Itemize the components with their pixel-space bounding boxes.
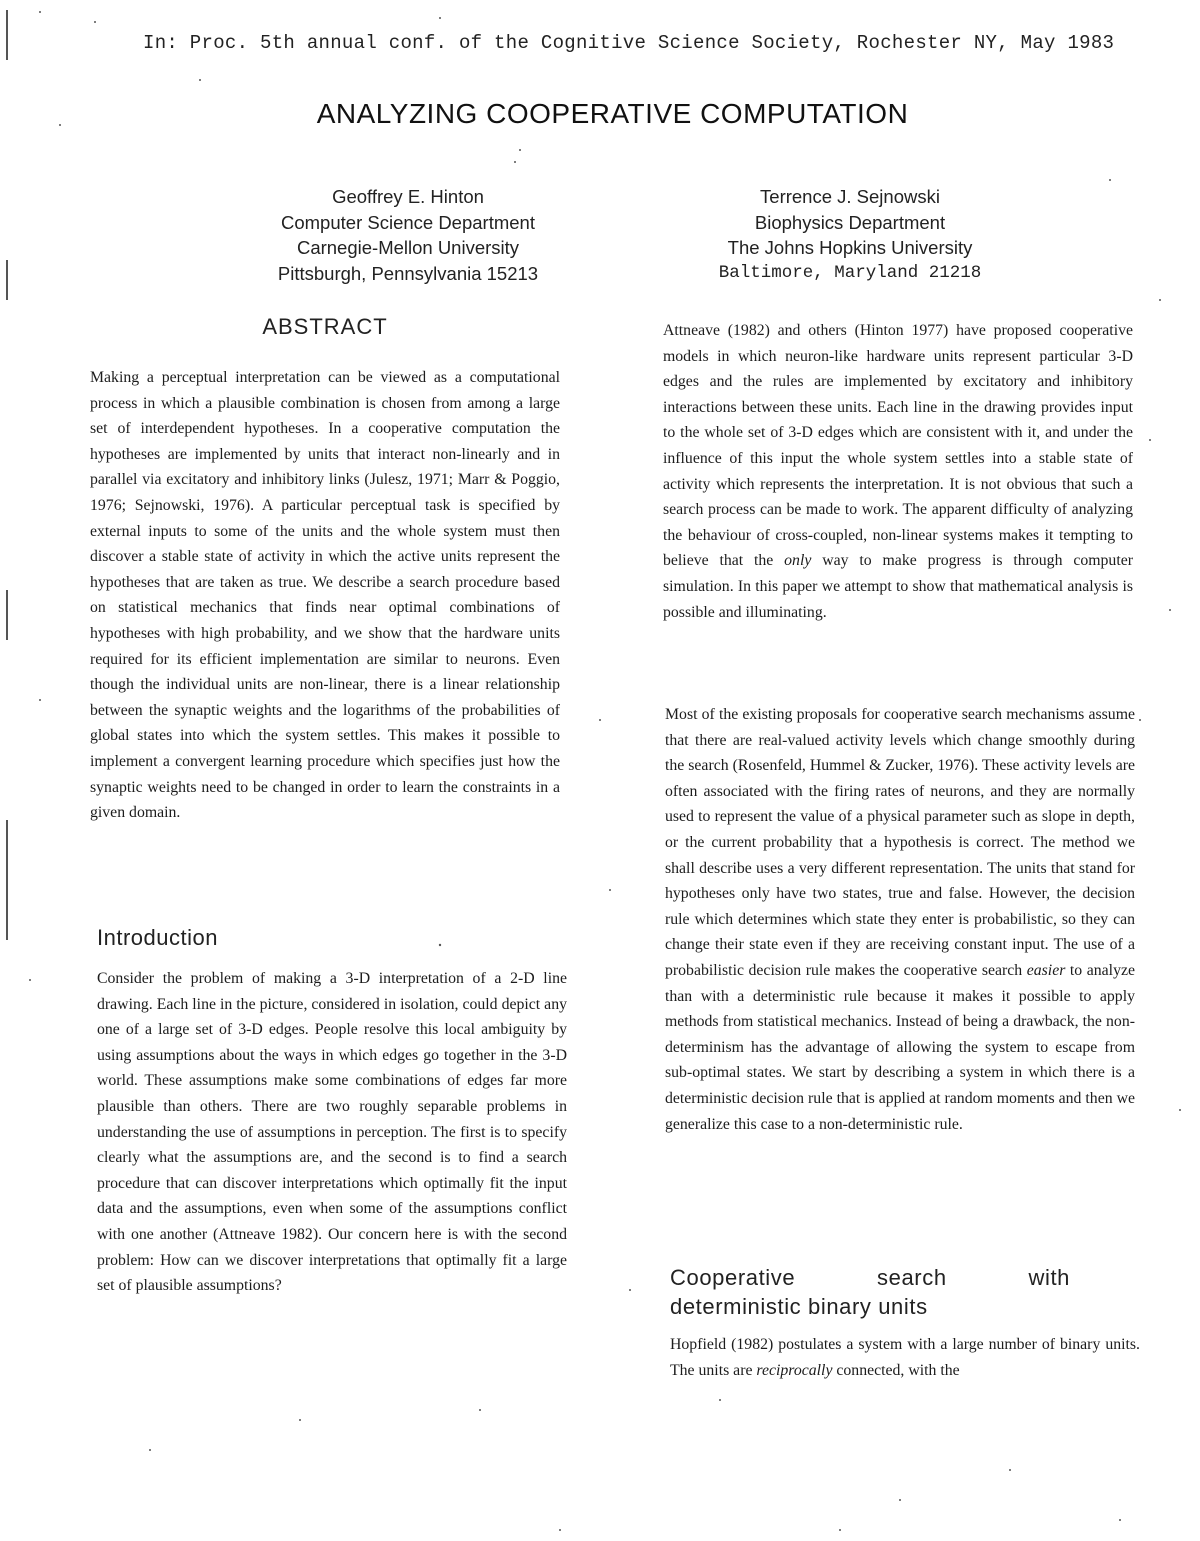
author-institution: The Johns Hopkins University (727, 237, 973, 258)
text-run: to analyze than with a deterministic rule because it makes it possible to apply methods from statistical mechanics. Instead of being a drawback, the non-determinism has the advantage of allowing the system to escape from sub-optimal states. We start by describing a system in which there is a deterministic decision rule that is applied at random moments and then we generalize this case to a non-deterministic rule. (665, 961, 1135, 1133)
text-run: Attneave (1982) and others (Hinton 1977) have proposed cooperative models in which neuron-like hardware units represent particular 3-D edges and the rules are implemented by excitatory and inhibitory interactions between these units. Each line in the drawing provides input to the whole set of 3-D edges which are consistent with it, and under the influence of this input the whole system settles into a stable state of activity which represents the interpretation. It is not obvious that such a search process can be made to work. The apparent difficulty of analyzing the behaviour of cross-coupled, non-linear systems makes it tempting to believe that the (663, 322, 1133, 570)
author-institution: Carnegie-Mellon University (296, 237, 520, 258)
author-block-hinton (188, 184, 628, 286)
heading-word: search (877, 1265, 947, 1290)
emphasis-text: only (784, 552, 812, 570)
paper-title: ANALYZING COOPERATIVE COMPUTATION (316, 98, 909, 129)
author-block-sejnowski (630, 184, 1070, 286)
introduction-heading: Introduction (97, 925, 218, 950)
abstract-heading: ABSTRACT (262, 314, 388, 339)
introduction-paragraph: Consider the problem of making a 3-D interpretation of a 2-D line drawing. Each line in the picture, considered in isolation, could depict any one of a large set of 3-D edges. People resolve this local ambiguity by using assumptions about the ways in which edges go together in the 3-D world. These assumptions make some combinations of edges far more plausible than others. There are two roughly separable problems in understanding the use of assumptions in perception. The first is to specify clearly what the assumptions are, and the second is to find a search procedure that can discover interpretations which optimally fit the input data and the assumptions, even when some of the assumptions conflict with one another (Attneave 1982). Our concern here is with the second problem: How can we discover interpretations that optimally fit a large set of plausible assumptions? (97, 970, 567, 1295)
author-department: Biophysics Department (754, 211, 946, 233)
author-address: Pittsburgh, Pennsylvania 15213 (277, 262, 539, 284)
abstract-paragraph: Making a perceptual interpretation can be viewed as a computational process in which a plausible combination is chosen from among a large set of interdependent hypotheses. In a cooperative computation the hypotheses are implemented by units that interact non-linearly and in parallel via excitatory and inhibitory links (Julesz, 1971; Marr & Poggio, 1976; Sejnowski, 1976). A particular perceptual task is specified by external inputs to some of the units and the whole system must then discover a stable state of activity in which the active units represent the hypotheses that are taken as true. We describe a search procedure based on statistical mechanics that finds near optimal combinations of hypotheses with high probability, and we show that the hardware units required for its efficient implementation are similar to neurons. Even though the individual units are non-linear, there is a linear relationship between the synaptic weights and the logarithms of the probabilities of global states into which the system settles. This makes it possible to implement a convergent learning procedure which specifies just how the synaptic weights need to be changed in order to learn the constraints in a given domain. (90, 369, 560, 822)
author-name: Geoffrey E. Hinton (332, 186, 484, 207)
author-department: Computer Science Department (281, 211, 535, 233)
cooperative-search-heading (670, 1263, 1070, 1321)
heading-word: with (1028, 1265, 1070, 1290)
heading-line-2: deterministic binary units (670, 1294, 928, 1319)
right-column-paragraph-2 (665, 702, 1135, 1137)
heading-word: Cooperative (670, 1265, 796, 1290)
author-address: Baltimore, Maryland 21218 (718, 262, 982, 283)
right-column-paragraph-1 (663, 318, 1133, 625)
author-name: Terrence J. Sejnowski (760, 186, 940, 207)
emphasis-text: reciprocally (756, 1361, 833, 1379)
text-run: Hopfield (1982) postulates a system with a large number of binary units. The units are (670, 1336, 1140, 1379)
text-run: Most of the existing proposals for cooperative search mechanisms assume that there are real-valued activity levels which change smoothly during the search (Rosenfeld, Hummel & Zucker, 1976). These activity levels are often associated with the firing rates of neurons, and they are normally used to represent the value of a physical parameter such as slope in depth, or the current probability that a hypothesis is correct. The method we shall describe uses a very different representation. The units that stand for hypotheses only have two states, true and false. However, the decision rule which determines which state they enter is probabilistic, so they can change their state even if they are receiving constant input. The use of a probabilistic decision rule makes the cooperative search (665, 706, 1135, 979)
hopfield-paragraph (670, 1332, 1140, 1383)
citation-line: In: Proc. 5th annual conf. of the Cognitive Science Society, Rochester NY, May 1983 (143, 32, 1115, 54)
emphasis-text: easier (1026, 961, 1066, 979)
text-run: way to make progress is through computer simulation. In this paper we attempt to show that mathematical analysis is possible and illuminating. (663, 552, 1133, 621)
text-run: connected, with the (832, 1361, 960, 1379)
heading-line-1 (670, 1263, 1070, 1292)
